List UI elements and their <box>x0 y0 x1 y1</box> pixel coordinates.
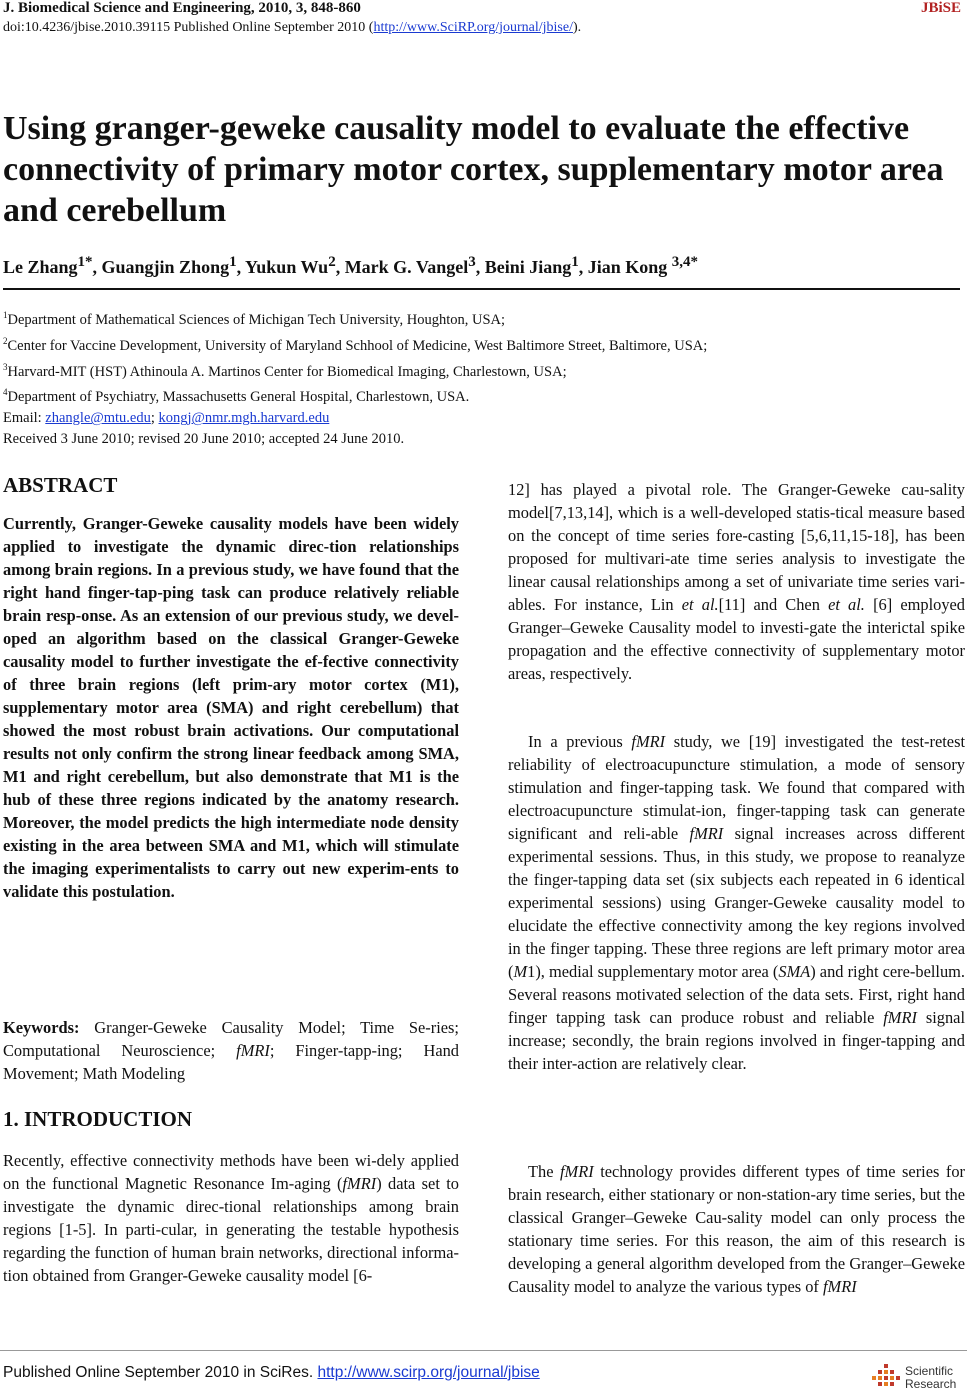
logo-line1: Scientific <box>905 1364 954 1378</box>
doi-suffix: ). <box>572 20 582 35</box>
author: Jian Kong <box>587 257 668 277</box>
affiliation: $^1$Department of Mathematical Sciences of Michigan Tech University, Houghton, USA; <box>3 310 506 328</box>
intro-heading: 1. INTRODUCTION <box>3 1107 193 1131</box>
abstract-body: Currently, Granger-Geweke causality models have been widely applied to investigate the dynamic direc-tion relationships among brain regions. In a previous study, we have found that the right hand finger-tap-ping task can produce relatively reliable brain resp-onse. As an extension of our previous study, we devel-oped an algorithm based on the classical Granger-Geweke causality model to further investigate the ef-fective connectivity of three brain regions (left prim-ary motor cortex (M1), supplementary motor area (SMA) and right cerebellum) that showed the most robust brain activations. Our computational results not only confirm the strong linear feedback among SMA, M1 and right cerebellum, but also demonstrate that M1 is the hub of these three regions indicated by the anatomy research. Moreover, the model predicts the high intermediate node density existing in the area between SMA and M1, which will stimulate the imaging experimentalists to carry out new experim-ents to validate this postulation. <box>3 514 459 901</box>
journal-abbr: JBiSE <box>920 0 961 16</box>
author-sup: 1* <box>77 254 93 270</box>
journal-link[interactable]: http://www.SciRP.org/journal/jbise/ <box>373 20 573 35</box>
footer-rule <box>0 1350 967 1351</box>
doi-line <box>3 20 581 36</box>
intro-paragraph: Recently, effective connectivity methods have been wi-dely applied on the functional Magnetic Resonance Im-aging (fMRI) data set to investigate the dynamic direc-tional relationships among brain regions [1-5]. In parti-cular, in generating the testable hypothesis regarding the function of human brain networks, directional informa-tion obtained from Granger-Geweke causality model [6- <box>3 1151 459 1285</box>
author: Le Zhang <box>3 257 78 277</box>
title-rule <box>3 288 960 290</box>
body-paragraph-1: 12] has played a pivotal role. The Granger-Geweke cau-sality model[7,13,14], which is a well-developed statis-tical measure based on the concept of time series fore-casting [5,6,11,15-18], has been proposed for multivari-ate time series analysis to investigate the linear causal relationships among a set of univariate time series vari-ables. For instance, Lin et al.[11] and Chen et al. [6] employed Granger–Geweke Causality model to investi-gate the interictal spike propagation and the effective connectivity of supplementary motor areas, respectively. <box>508 480 965 683</box>
author-sup: 3,4* <box>671 254 699 270</box>
author-list: Le Zhang$^{1*}$, Guangjin Zhong$^1$, Yukun Wu$^2$, Mark G. Vangel$^3$, Beini Jiang$^1$, Jian Kong $^{3,4*}$ <box>3 254 699 277</box>
logo-icon <box>871 1362 901 1392</box>
scientific-research-logo <box>871 1360 961 1394</box>
logo-line2: Research <box>905 1377 957 1391</box>
affiliation: $^2$Center for Vaccine Development, University of Maryland Schhool of Medicine, West Baltimore Street, Baltimore, USA; <box>3 335 708 354</box>
author: Yukun Wu <box>244 257 329 277</box>
abstract-heading: ABSTRACT <box>3 473 118 497</box>
email-line: Email: zhangle@mtu.edu; kongj@nmr.mgh.harvard.edu <box>3 410 330 427</box>
footer: Published Online September 2010 in SciRes. http://www.scirp.org/journal/jbise <box>3 1364 540 1381</box>
body-paragraph-3: The fMRI technology provides different types of time series for brain research, either stationary or non-station-ary time series, but the classical Granger–Geweke Cau-sality model can only process the stationary time series. For this reason, the aim of this research is developing a general algorithm developed from the Granger–Geweke Causality model to analyze the various types of fMRI <box>508 1162 965 1296</box>
keywords: Keywords: Granger-Geweke Causality Model; Time Se-ries; Computational Neuroscience; fMRI; Finger-tapp-ing; Hand Movement; Math Modeling <box>3 1018 459 1083</box>
received-dates: Received 3 June 2010; revised 20 June 2010; accepted 24 June 2010. <box>3 431 405 447</box>
author: Mark G. Vangel <box>344 257 469 277</box>
doi-prefix: doi:10.4236/jbise.2010.39115 Published Online September 2010 ( <box>3 20 374 35</box>
journal-header: J. Biomedical Science and Engineering, 2010, 3, 848-860 <box>3 0 361 16</box>
affiliation: $^4$Department of Psychiatry, Massachusetts General Hospital, Charlestown, USA. <box>3 387 470 406</box>
author-sup: 1 <box>229 254 237 270</box>
author-sup: 2 <box>328 254 336 270</box>
author-sup: 1 <box>571 254 579 270</box>
affiliations <box>3 305 707 429</box>
footer-link[interactable]: http://www.scirp.org/journal/jbise <box>317 1364 540 1381</box>
affiliation: $^3$Harvard-MIT (HST) Athinoula A. Martinos Center for Biomedical Imaging, Charlestown, USA; <box>3 361 567 380</box>
email-link-1[interactable]: zhangle@mtu.edu <box>45 410 151 427</box>
email-link-2[interactable]: kongj@nmr.mgh.harvard.edu <box>158 410 330 427</box>
paper-title: Using granger-geweke causality model to evaluate the effective connectivity of primary motor cortex, supplementary motor area and cerebellum <box>3 110 944 229</box>
body-paragraph-2: In a previous fMRI study, we [19] investigated the test-retest reliability of electroacupuncture stimulation, a mode of sensory stimulation and finger-tapping task. We found that compared with electroacupuncture stimulat-ion, finger-tapping task can generate significant and reli-able fMRI signal increases across different experimental sessions. Thus, in this study, we propose to reanalyze the finger-tapping data set (six subjects each repeated in 6 identical experimental sessions) using Granger-Geweke causality model to elucidate the effective connectivity among the key regions involved in the finger tapping. These three regions are left primary motor area (M1), medial supplementary motor area (SMA) and right cere-bellum. Several reasons motivated selection of the data sets. First, right hand finger tapping task can produce robust and reliable fMRI signal increase; secondly, the brain regions involved in finger-tapping and their inter-action are relatively clear. <box>508 732 965 1073</box>
author: Beini Jiang <box>484 257 572 277</box>
author-sup: 3 <box>468 254 476 270</box>
author: Guangjin Zhong <box>101 257 230 277</box>
